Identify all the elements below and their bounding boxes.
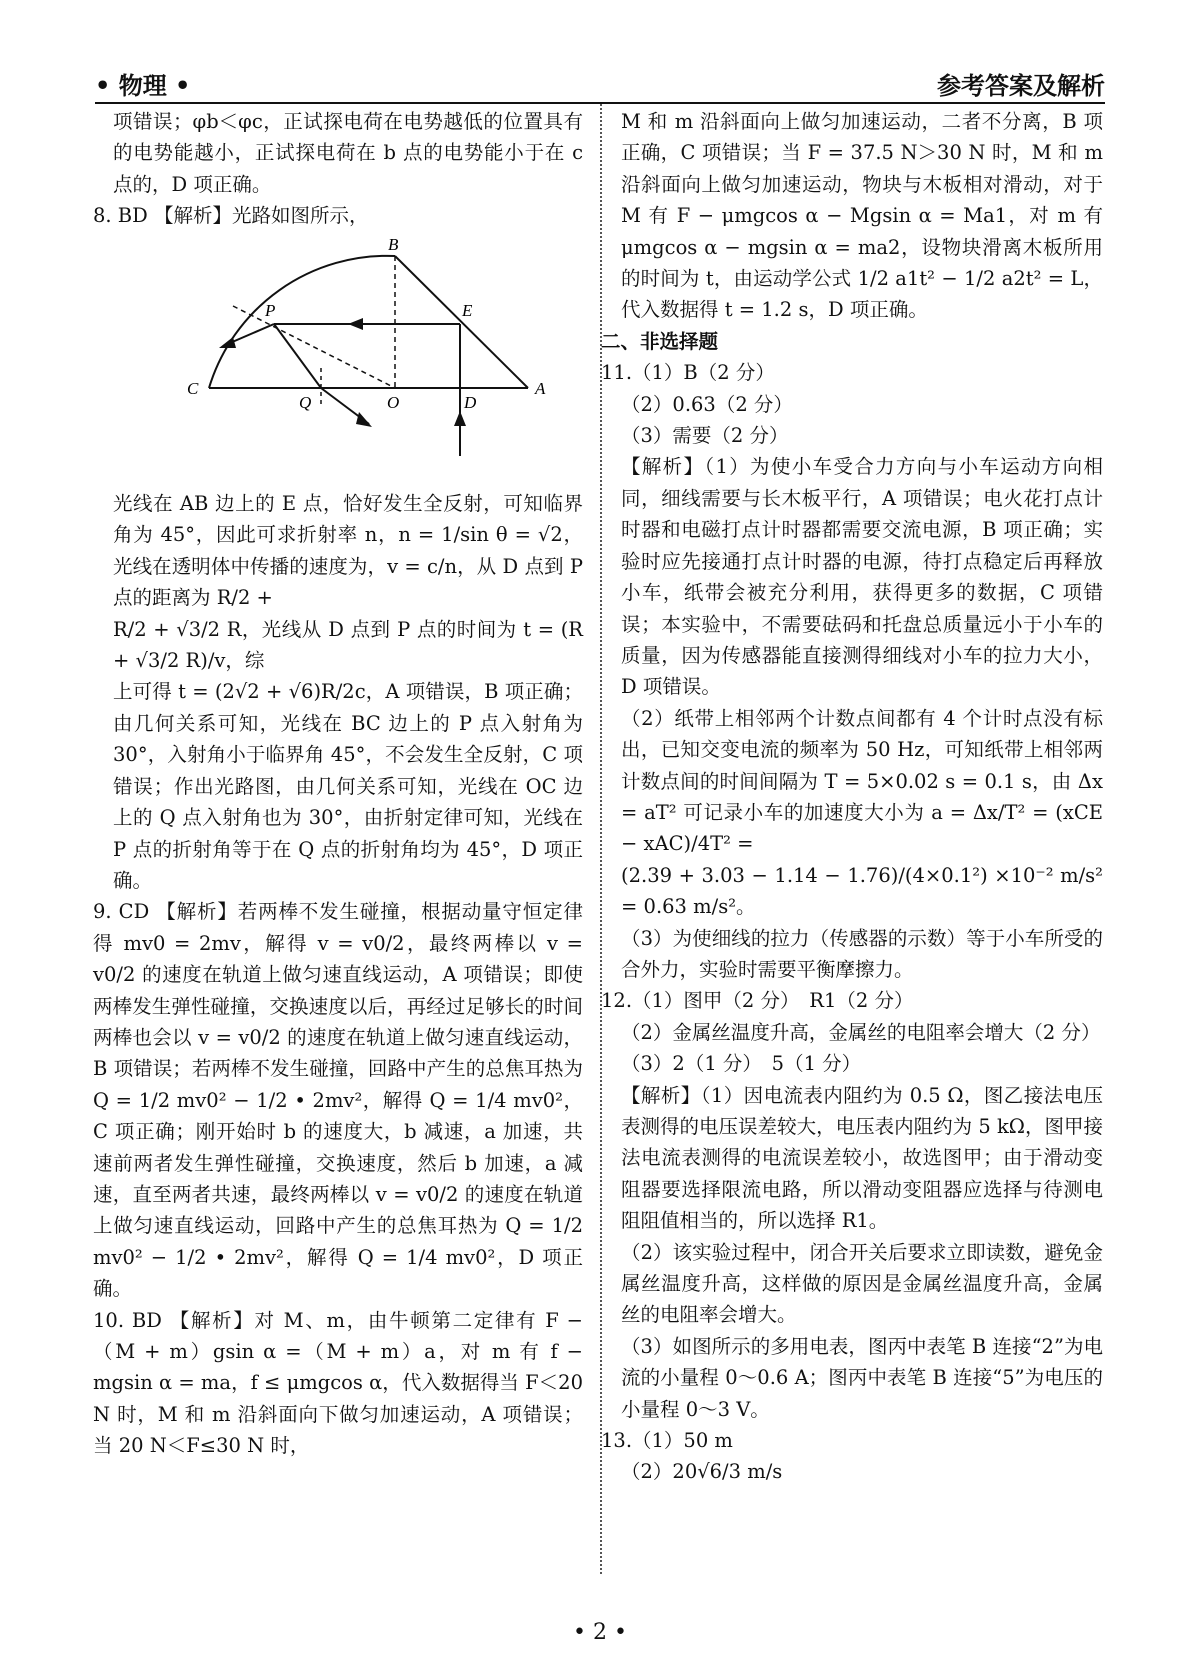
q11-explanation-3: （3）为使细线的拉力（传感器的示数）等于小车所受的合外力，实验时需要平衡摩擦力。 [621, 926, 1103, 981]
label-e: E [462, 300, 473, 320]
q13-answer-2: （2）20√6/3 m/s [621, 1460, 783, 1484]
arrow-left [348, 318, 363, 330]
q9-body: 9. CD 【解析】若两棒不发生碰撞，根据动量守恒定律得 mv0 = 2mv，解得 v = v0/2，最终两棒以 v = v0/2 的速度在轨道上做匀速直线运动，A 项错误；即使两棒发生弹性碰撞，交换速度以后，再经过足够长的时间两棒也会以 v = v0/2 的速度在轨道上做匀速直线运动，B 项错误；若两棒不发生碰撞，回路中产生的总焦耳热为 Q = 1/2 mv0² − 1/2 • 2mv²，解得 Q = 1/4 mv0²，C 项正确；刚开始时 b 的速度大，b 减速，a 加速，共速前两者发生弹性碰撞，交换速度，然后 b 加速，a 减速，直至两者共速，最终两棒以 v = v0/2 的速度在轨道上做匀速直线运动，回路中产生的总焦耳热为 Q = 1/2 mv0² − 1/2 • 2mv²，解得 Q = 1/4 mv0²，D 项正确。 [93, 900, 583, 1301]
section-title: 参考答案及解析 [937, 71, 1105, 100]
label-d: D [464, 392, 477, 412]
q12-answer-2: （2）金属丝温度升高，金属丝的电阻率会增大（2 分） [621, 1020, 1101, 1044]
q13-answer-1: 13.（1）50 m [601, 1429, 733, 1453]
light-path-diagram [173, 236, 613, 471]
quarter-arc [209, 255, 395, 387]
label-a: A [535, 378, 546, 398]
label-q: Q [299, 392, 312, 412]
q11-explanation-2: （2）纸带上相邻两个计数点间都有 4 个计时点没有标出，已知交变电流的频率为 50 Hz，可知纸带上相邻两计数点间的时间间隔为 T = 5×0.02 s = 0.1 s，由 Δx = aT² 可记录小车的加速度大小为 a = Δx/T² = (xCE − xAC)/4T² = [621, 706, 1103, 856]
label-b: B [388, 235, 399, 254]
q12-explanation-3: （3）如图所示的多用电表，图丙中表笔 B 连接“2”为电流的小量程 0～0.6 A；图丙中表笔 B 连接“5”为电压的小量程 0～3 V。 [621, 1334, 1103, 1421]
arrow-up [454, 411, 466, 426]
arrow-out-q [356, 412, 372, 427]
q11-answer-3: （3）需要（2 分） [621, 424, 789, 448]
q11-explanation-2b: (2.39 + 3.03 − 1.14 − 1.76)/(4×0.1²) ×10⁻² m/s² = 0.63 m/s²。 [621, 863, 1103, 919]
q8-body-1: 光线在 AB 边上的 E 点，恰好发生全反射，可知临界角为 45°，因此可求折射率 n，n = 1/sin θ = √2，光线在透明体中传播的速度为，v = c/n，从 D 点到 P 点的距离为 R/2 + [113, 492, 583, 610]
ba-line [395, 256, 528, 388]
q12-explanation-1: 【解析】（1）因电流表内阻约为 0.5 Ω，图乙接法电压表测得的电压误差较大，电压表内阻约为 5 kΩ，图甲接法电流表测得的电流误差较小，故选图甲；由于滑动变阻器要选择限流电路，所以滑动变阻器应选择与待测电阻阻值相当的，所以选择 R1。 [621, 1083, 1103, 1233]
subject-title: • 物理 • [95, 71, 191, 100]
right-column [601, 106, 1103, 1488]
label-c: C [187, 378, 199, 398]
q8-body-2: R/2 + √3/2 R，光线从 D 点到 P 点的时间为 t = (R + √3/2 R)/v，综 [113, 617, 583, 673]
q11-answer-1: 11.（1）B（2 分） [601, 361, 775, 385]
page-number: • 2 • [573, 1620, 627, 1645]
q11-explanation-1: 【解析】（1）为使小车受合力方向与小车运动方向相同，细线需要与长木板平行，A 项错误；电火花打点计时器和电磁打点计时器都需要交流电源，B 项正确；实验时应先接通打点计时器的电源，待打点稳定后再释放小车，纸带会被充分利用，获得更多的数据，C 项错误；本实验中，不需要砝码和托盘总质量远小于小车的质量，因为传感器能直接测得细线对小车的拉力大小，D 项错误。 [621, 455, 1103, 699]
q12-explanation-2: （2）该实验过程中，闭合开关后要求立即读数，避免金属丝温度升高，这样做的原因是金属丝温度升高，金属丝的电阻率会增大。 [621, 1240, 1103, 1327]
normal-p [233, 306, 395, 388]
q7-continuation: 项错误；φb＜φc，正试探电荷在电势越低的位置具有的电势能越小，正试探电荷在 b 点的电势能小于在 c 点的，D 项正确。 [113, 110, 583, 196]
q12-answer-1: 12.（1）图甲（2 分） R1（2 分） [601, 989, 914, 1013]
q8-body-3: 上可得 t = (2√2 + √6)R/2c，A 项错误，B 项正确；由几何关系可知，光线在 BC 边上的 P 点入射角为 30°，入射角小于临界角 45°，不会发生全反射，C 项错误；作出光路图，由几何关系可知，光线在 OC 边上的 Q 点入射角也为 30°，由折射定律可知，光线在 P 点的折射角等于在 Q 点的折射角均为 45°，D 项正确。 [113, 680, 583, 892]
left-column [93, 106, 583, 1462]
q11-answer-2: （2）0.63（2 分） [621, 392, 793, 416]
label-p: P [265, 300, 276, 320]
q12-answer-3: （3）2（1 分） 5（1 分） [621, 1052, 862, 1076]
ray-pq [274, 324, 321, 388]
label-o: O [387, 392, 400, 412]
section-heading: 二、非选择题 [601, 329, 719, 353]
arrow-out-p [219, 337, 236, 348]
page-header [95, 60, 1105, 100]
q10-continuation: M 和 m 沿斜面向上做匀加速运动，二者不分离，B 项正确，C 项错误；当 F = 37.5 N＞30 N 时，M 和 m 沿斜面向上做匀加速运动，物块与木板相对滑动，对于 M 有 F − μmgcos α − Mgsin α = Ma1，对 m 有 μmgcos α − mgsin α = ma2，设物块滑离木板所用的时间为 t，由运动学公式 1/2 a1t² − 1/2 a2t² = L，代入数据得 t = 1.2 s，D 项正确。 [621, 110, 1103, 322]
q8-heading: 8. BD 【解析】光路如图所示， [93, 204, 369, 228]
q10-body: 10. BD 【解析】对 M、m，由牛顿第二定律有 F −（M + m）gsin α =（M + m）a，对 m 有 f − mgsin α = ma，f ≤ μmgcos α，代入数据得当 F＜20 N 时，M 和 m 沿斜面向下做匀加速运动，A 项错误；当 20 N＜F≤30 N 时， [93, 1308, 583, 1458]
